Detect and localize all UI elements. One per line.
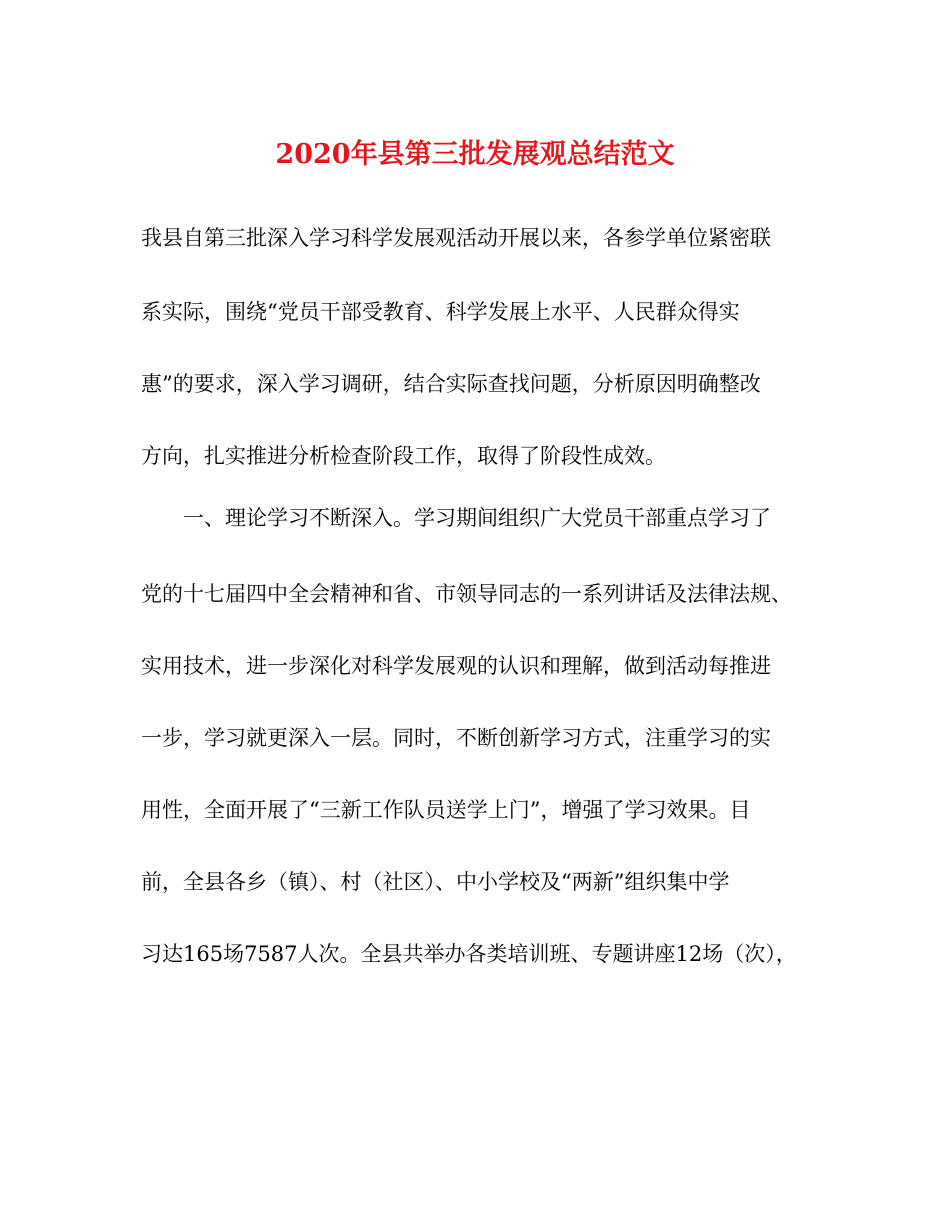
paragraph-line: 惠”的要求，深入学习调研，结合实际查找问题，分析原因明确整改 — [141, 372, 761, 396]
paragraph-line: 系实际，围绕“党员干部受教育、科学发展上水平、人民群众得实 — [141, 300, 740, 324]
paragraph-line: 我县自第三批深入学习科学发展观活动开展以来，各参学单位紧密联 — [141, 226, 771, 250]
paragraph-line: 实用技术，进一步深化对科学发展观的认识和理解，做到活动每推进 — [141, 654, 771, 678]
paragraph-line: 党的十七届四中全会精神和省、市领导同志的一系列讲话及法律法规、 — [141, 582, 792, 606]
paragraph-line: 一步，学习就更深入一层。同时，不断创新学习方式，注重学习的实 — [141, 726, 771, 750]
paragraph-line: 习达165场7587人次。全县共举办各类培训班、专题讲座12场（次）， — [141, 942, 797, 966]
paragraph-line: 用性，全面开展了“三新工作队员送学上门”，增强了学习效果。目 — [141, 798, 751, 822]
paragraph-line: 一、理论学习不断深入。学习期间组织广大党员干部重点学习了 — [183, 506, 771, 530]
document-title: 2020年县第三批发展观总结范文 — [275, 139, 675, 170]
paragraph-line: 前，全县各乡（镇）、村（社区）、中小学校及“两新”组织集中学 — [141, 870, 730, 894]
paragraph-line: 方向，扎实推进分析检查阶段工作，取得了阶段性成效。 — [141, 444, 666, 468]
